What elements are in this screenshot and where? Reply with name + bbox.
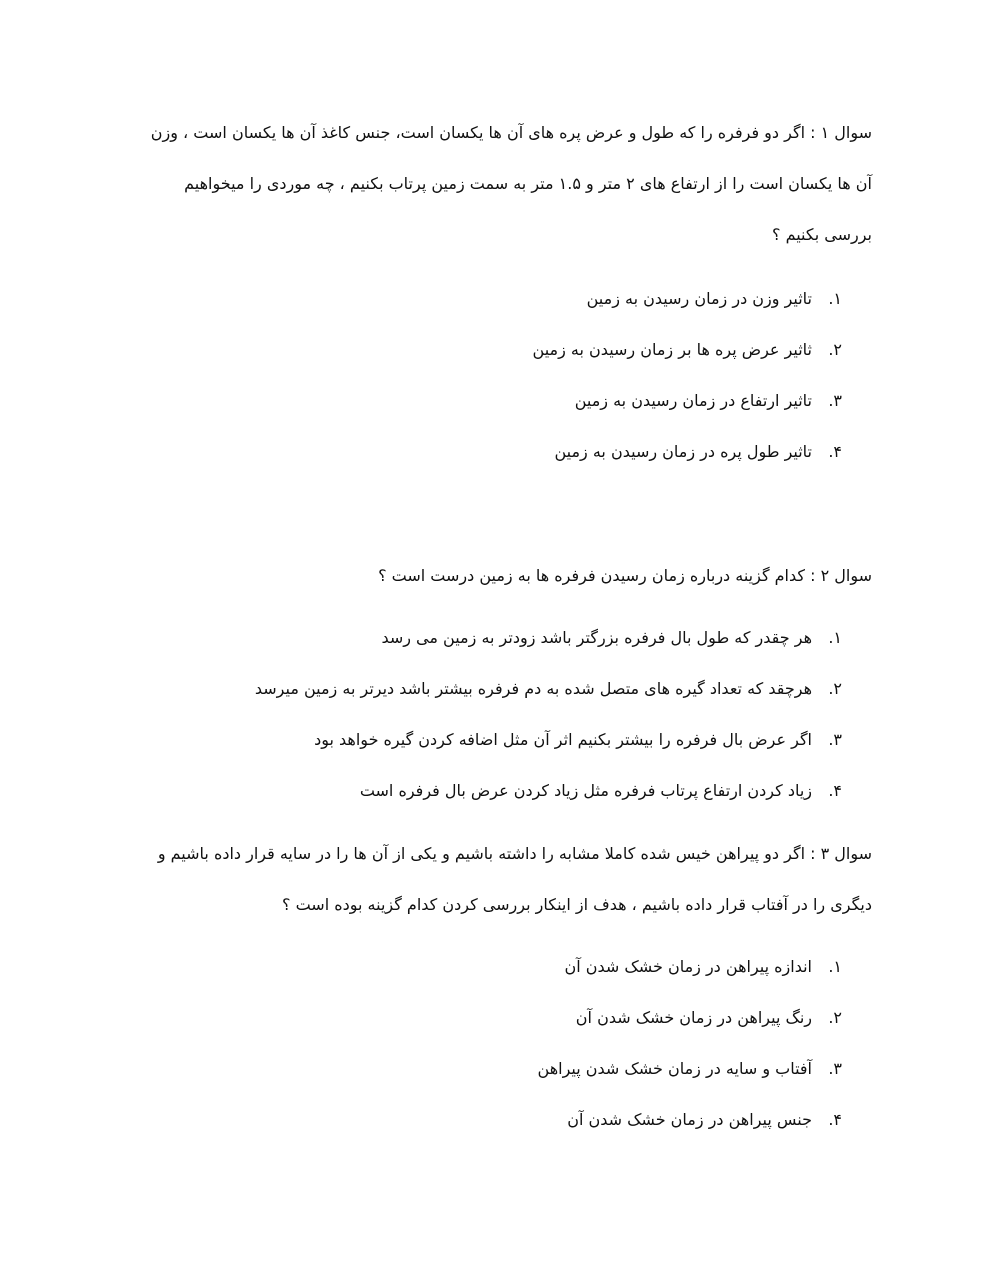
option-number: ۲.: [828, 679, 842, 698]
option-number: ۴.: [828, 781, 842, 800]
option-text: رنگ پیراهن در زمان خشک شدن آن: [575, 1008, 812, 1027]
option-text: اگر عرض بال فرفره را بیشتر بکنیم اثر آن مثل اضافه کردن گیره خواهد بود: [314, 730, 812, 749]
question-3-option-2: [538, 992, 842, 1043]
option-number: ۴.: [828, 1110, 842, 1129]
option-number: ۲.: [828, 1008, 842, 1027]
option-number: ۳.: [828, 730, 842, 749]
question-3-options: [538, 941, 842, 1145]
option-text: ثاثیر عرض پره ها بر زمان رسیدن به زمین: [532, 340, 812, 359]
option-text: جنس پیراهن در زمان خشک شدن آن: [567, 1110, 812, 1129]
option-text: تاثیر طول پره در زمان رسیدن به زمین: [554, 442, 812, 461]
option-text: آفتاب و سایه در زمان خشک شدن پیراهن: [537, 1059, 812, 1078]
option-number: ۳.: [828, 1059, 842, 1078]
question-1-text: سوال ۱ : اگر دو فرفره را که طول و عرض پره های آن ها یکسان است، جنس کاغذ آن ها یکسان است ، وزن آن ها یکسان است را از ارتفاع های ۲ متر و ۱.۵ متر به سمت زمین پرتاب بکنیم ، چه موردی را میخواهیم بررسی بکنیم ؟: [150, 123, 872, 244]
option-text: اندازه پیراهن در زمان خشک شدن آن: [564, 957, 812, 976]
option-text: هر چقدر که طول بال فرفره بزرگتر باشد زودتر به زمین می رسد: [381, 628, 812, 647]
option-number: ۱.: [828, 957, 842, 976]
question-3-option-1: [538, 941, 842, 992]
option-text: تاثیر ارتفاع در زمان رسیدن به زمین: [574, 391, 812, 410]
option-text: زیاد کردن ارتفاع پرتاب فرفره مثل زیاد کردن عرض بال فرفره است: [359, 781, 812, 800]
option-number: ۱.: [828, 289, 842, 308]
option-number: ۴.: [828, 442, 842, 461]
question-2-text: سوال ۲ : کدام گزینه درباره زمان رسیدن فرفره ها به زمین درست است ؟: [378, 566, 872, 585]
option-number: ۳.: [828, 391, 842, 410]
question-3-option-4: [538, 1094, 842, 1145]
option-number: ۲.: [828, 340, 842, 359]
question-3-text: سوال ۳ : اگر دو پیراهن خیس شده کاملا مشابه را داشته باشیم و یکی از آن ها را در سایه قرار داده باشیم و دیگری را در آفتاب قرار داده باشیم ، هدف از اینکار بررسی کردن کدام گزینه بوده است ؟: [157, 844, 872, 914]
option-number: ۱.: [828, 628, 842, 647]
option-text: هرچقد که تعداد گیره های متصل شده به دم فرفره بیشتر باشد دیرتر به زمین میرسد: [254, 679, 812, 698]
option-text: تاثیر وزن در زمان رسیدن به زمین: [586, 289, 812, 308]
question-3-option-3: [538, 1043, 842, 1094]
